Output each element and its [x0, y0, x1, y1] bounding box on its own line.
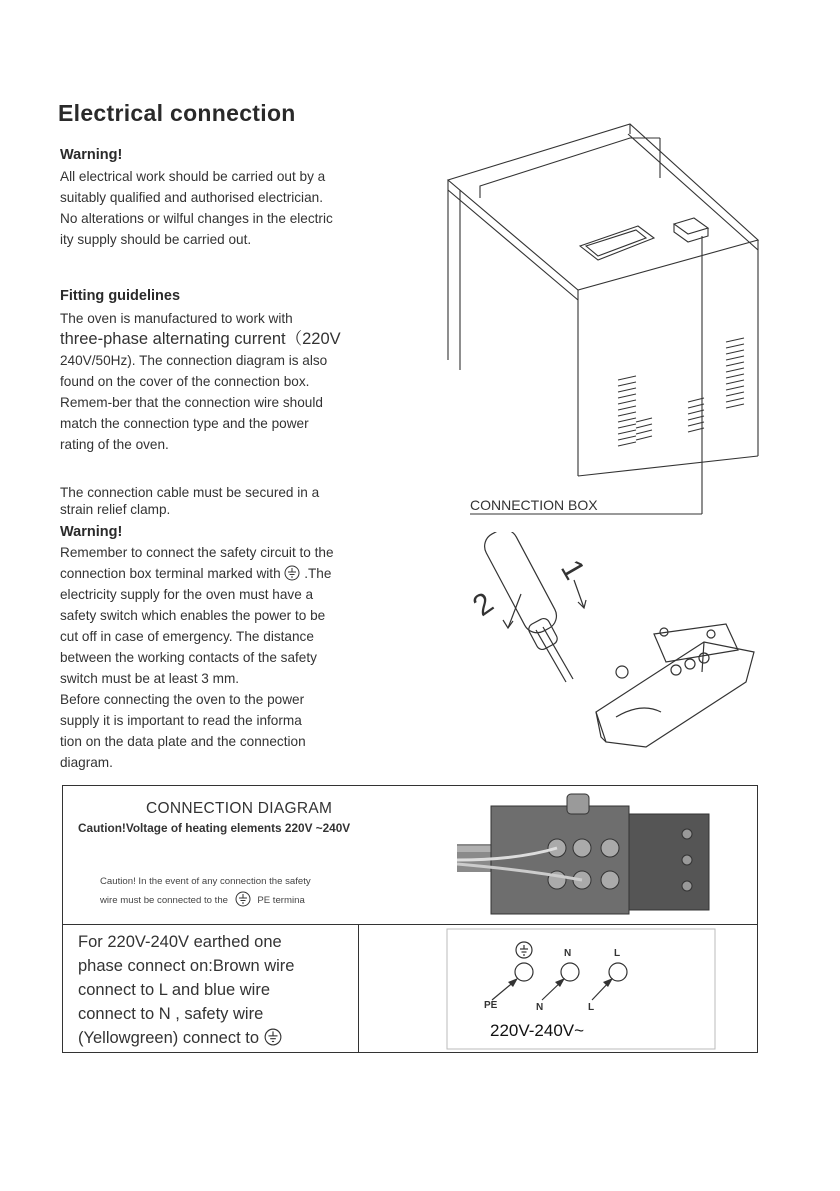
text-line: The connection cable must be secured in a [60, 485, 320, 500]
warning-text [60, 166, 410, 250]
step-number-2: 2 [466, 586, 500, 623]
text-line: rating of the oven. [60, 437, 169, 452]
earth-symbol-icon [235, 891, 251, 907]
warning2-text [60, 542, 410, 773]
text-line: switch must be at least 3 mm. [60, 671, 240, 686]
text-line: Remember to connect the safety circuit to the [60, 545, 334, 560]
oven-illustration [440, 118, 770, 518]
text-line: cut off in case of emergency. The distance [60, 629, 314, 644]
text-line: connect to L and blue wire [78, 981, 271, 999]
text-line: Before connecting the oven to the power [60, 692, 305, 707]
text-fragment: (Yellowgreen) connect to [78, 1029, 260, 1047]
divider [62, 924, 758, 925]
text-line: between the working contacts of the safety [60, 650, 317, 665]
text-line: supply it is important to read the informa [60, 713, 302, 728]
step-number-1: 1 [554, 554, 591, 586]
terminal-n [561, 963, 579, 981]
text-line: No alterations or wilful changes in the electric [60, 211, 333, 226]
cable-text [60, 484, 410, 518]
voltage-label: 220V-240V~ [490, 1021, 585, 1040]
terminal-label-n: N [536, 1002, 544, 1013]
text-line: strain relief clamp. [60, 502, 171, 517]
terminal-label-n: N [564, 948, 572, 959]
connection-box-label: CONNECTION BOX [470, 497, 598, 513]
text-line: Remem-ber that the connection wire should [60, 395, 323, 410]
diagram-safety-note [100, 872, 311, 910]
text-fragment: connection box terminal marked with [60, 566, 281, 581]
fitting-heading: Fitting guidelines [60, 288, 181, 304]
text-fragment: For [78, 933, 103, 951]
text-line: diagram. [60, 755, 113, 770]
text-line [60, 563, 410, 584]
text-line: match the connection type and the power [60, 416, 309, 431]
terminal-l [609, 963, 627, 981]
text-line: ity supply should be carried out. [60, 232, 252, 247]
earth-symbol-icon [284, 565, 300, 581]
screwdriver-illustration [466, 532, 756, 762]
text-fragment: wire must be connected to the [100, 895, 228, 906]
warning-heading: Warning! [60, 147, 123, 163]
text-line: phase connect on:Brown wire [78, 957, 295, 975]
text-line: electricity supply for the oven must have a [60, 587, 314, 602]
fitting-text [60, 308, 410, 455]
text-fragment: PE termina [257, 895, 305, 906]
terminal-label-l: L [614, 948, 621, 959]
terminal-label-l: L [588, 1002, 595, 1013]
text-line: All electrical work should be carried out by a [60, 169, 326, 184]
text-line [78, 930, 353, 954]
text-line: 240V/50Hz). The connection diagram is also [60, 353, 328, 368]
text-line: tion on the data plate and the connection [60, 734, 306, 749]
terminal-label-pe: PE [484, 1000, 498, 1011]
text-line [78, 1026, 353, 1050]
text-line: The oven is manufactured to work with [60, 311, 293, 326]
text-line: Caution! In the event of any connection the safety [100, 876, 311, 887]
text-line: suitably qualified and authorised electrician. [60, 190, 323, 205]
divider [358, 924, 359, 1053]
text-fragment: .The [304, 566, 332, 581]
text-line [100, 891, 311, 910]
warning2-heading: Warning! [60, 524, 123, 540]
diagram-title: CONNECTION DIAGRAM [146, 800, 333, 817]
wiring-instructions [78, 930, 353, 1050]
text-line: safety switch which enables the power to be [60, 608, 326, 623]
text-line: three-phase alternating current（220V [60, 330, 341, 348]
earth-symbol-icon [264, 1028, 282, 1046]
text-line: connect to N , safety wire [78, 1005, 264, 1023]
terminal-block-photo [457, 790, 725, 918]
text-line: found on the cover of the connection box. [60, 374, 310, 389]
page-title: Electrical connection [58, 100, 296, 126]
text-fragment: earthed one [193, 933, 282, 951]
diagram-caution: Caution!Voltage of heating elements 220V ~240V [78, 821, 351, 835]
text-fragment: 220V-240V [107, 933, 189, 951]
